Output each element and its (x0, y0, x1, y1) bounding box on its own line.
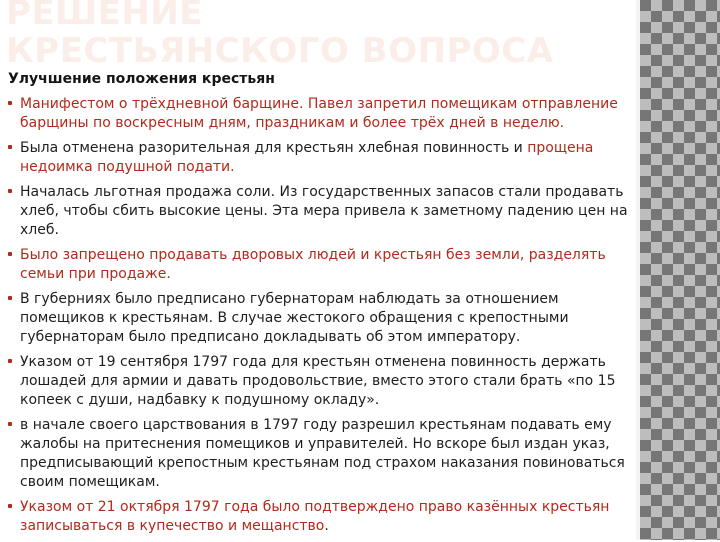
slide-title-line-1: РЕШЕНИЕ (6, 0, 204, 33)
bullet-text: Было запрещено продавать дворовых людей и крестьян без земли, разделять семьи при продаже. (20, 247, 606, 282)
slide-content (8, 70, 632, 542)
bullet-marker-icon (8, 422, 12, 426)
slide-subtitle: Улучшение положения крестьян (8, 71, 275, 87)
list-item (8, 139, 632, 177)
bullet-marker-icon (8, 101, 12, 105)
bullet-marker-icon (8, 189, 12, 193)
list-item (8, 290, 632, 347)
bullet-text: прощена недоимка подушной подати. (20, 140, 594, 175)
bullet-marker-icon (8, 252, 12, 256)
slide-title (6, 0, 626, 70)
bullet-marker-icon (8, 145, 12, 149)
slide-title-line-2: КРЕСТЬЯНСКОГО ВОПРОСА (6, 31, 554, 71)
bullet-text: Указом от 21 октября 1797 года было подтверждено право казённых крестьян записываться в купечество и мещанство (20, 499, 610, 534)
bullet-text: Началась льготная продажа соли. Из государственных запасов стали продавать хлеб, чтобы сбить высокие цены. Эта мера привела к заметному падению цен на хлеб. (20, 184, 628, 238)
bullet-text: Была отменена разорительная для крестьян хлебная повинность и (20, 140, 528, 156)
bullet-marker-icon (8, 296, 12, 300)
bullet-text: Манифестом о трёхдневной барщине. Павел запретил помещикам отправление барщины по воскресным дням, праздникам и более трёх дней в неделю. (20, 96, 618, 131)
list-item (8, 416, 632, 492)
decorative-checker-pattern (640, 0, 720, 540)
list-item (8, 246, 632, 284)
list-item (8, 183, 632, 240)
list-item (8, 498, 632, 536)
list-item (8, 353, 632, 410)
bullet-text: Указом от 19 сентября 1797 года для крестьян отменена повинность держать лошадей для армии и давать продовольствие, вместо этого стали брать «по 15 копеек с души, надбавку к подушному окладу». (20, 354, 616, 408)
bullet-text: . (324, 518, 329, 534)
list-item (8, 95, 632, 133)
bullet-list (8, 95, 632, 536)
bullet-marker-icon (8, 359, 12, 363)
bullet-text: в начале своего царствования в 1797 году разрешил крестьянам подавать ему жалобы на притеснения помещиков и управителей. Но вскоре был издан указ, предписывающий крепостным крестьянам под страхом наказания повиноваться своим помещикам. (20, 417, 625, 490)
bullet-text: В губерниях было предписано губернаторам наблюдать за отношением помещиков к крестьянам. В случае жестокого обращения с крепостными губернаторам было предписано докладывать об этом императору. (20, 291, 569, 345)
bullet-marker-icon (8, 504, 12, 508)
